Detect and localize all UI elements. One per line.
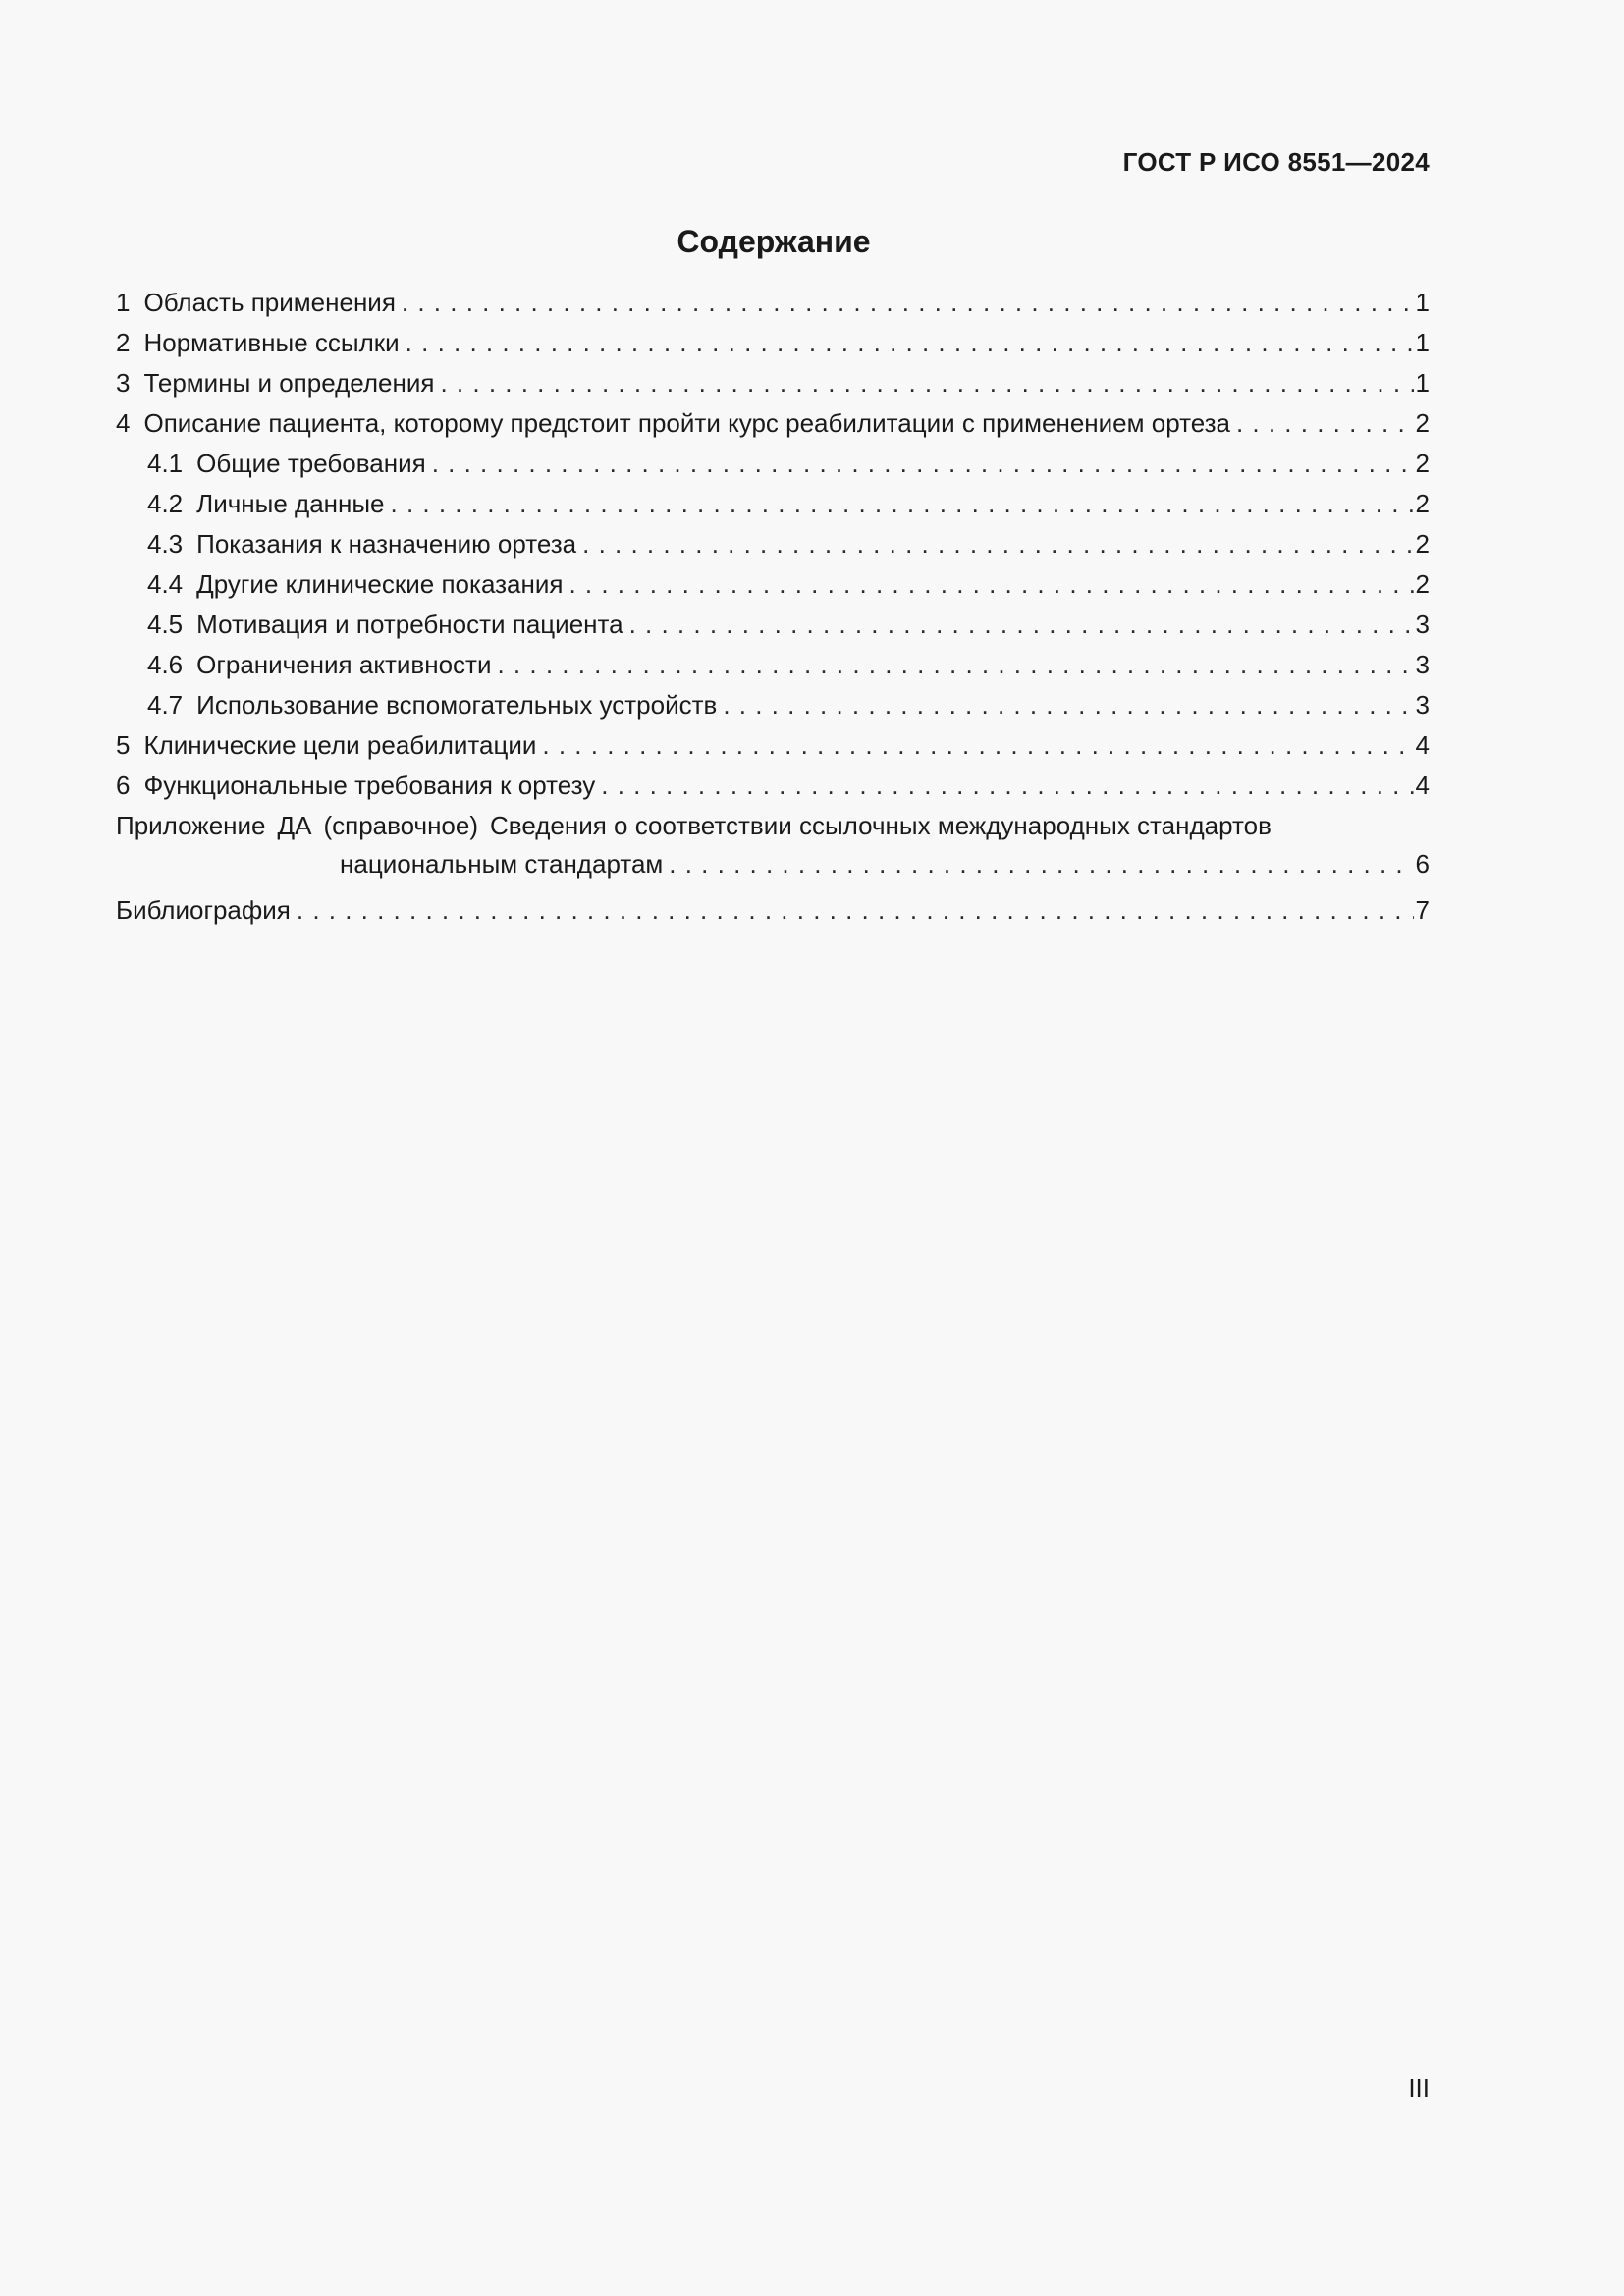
toc-leader-dots	[497, 645, 1413, 685]
toc-leader-dots	[542, 725, 1413, 766]
toc-entry-label: Термины и определения	[143, 368, 435, 398]
toc-entry-page: 2	[1415, 489, 1430, 518]
toc-entry-number: 4.3	[147, 529, 184, 559]
toc-entry-number: 4.5	[147, 610, 184, 639]
toc-title: Содержание	[677, 224, 871, 259]
toc-entry[interactable]	[116, 323, 1430, 363]
toc-entry-number: 4.7	[147, 690, 184, 720]
toc-entry-label: Другие клинические показания	[196, 569, 564, 599]
toc-entry-label: Использование вспомогательных устройств	[196, 690, 718, 720]
page-number: III	[1408, 2073, 1430, 2103]
toc-leader-dots	[723, 685, 1413, 725]
toc-entry-number: 4	[116, 408, 131, 438]
toc-entry-number: 5	[116, 730, 131, 760]
toc-entry-page: 2	[1415, 449, 1430, 478]
toc-subentry[interactable]	[116, 564, 1430, 605]
toc-entry[interactable]	[116, 363, 1430, 403]
toc-entry-page: 1	[1415, 368, 1430, 398]
toc-entry-label: Описание пациента, которому предстоит пройти курс реабилитации с применением ортеза	[143, 408, 1230, 438]
toc-leader-dots	[297, 890, 1414, 931]
toc-leader-dots	[391, 484, 1414, 524]
toc-entry-label: Показания к назначению ортеза	[196, 529, 577, 559]
toc-bibliography-entry[interactable]	[116, 890, 1430, 931]
toc-leader-dots	[1236, 403, 1414, 444]
toc-entry-page: 2	[1415, 408, 1430, 438]
toc-subentry[interactable]	[116, 444, 1430, 484]
toc-subentry[interactable]	[116, 645, 1430, 685]
toc-entry-label: Библиография	[116, 895, 291, 925]
toc-entry-number: 3	[116, 368, 131, 398]
toc-entry-page: 4	[1415, 730, 1430, 760]
toc-entry-label: Функциональные требования к ортезу	[143, 771, 596, 800]
toc-leader-dots	[582, 524, 1413, 564]
toc-subentry[interactable]	[116, 484, 1430, 524]
toc-leader-dots	[402, 283, 1414, 323]
annex-prefix: Приложение	[116, 811, 266, 840]
document-id: ГОСТ Р ИСО 8551—2024	[1122, 147, 1430, 177]
table-of-contents	[116, 283, 1430, 931]
annex-title-line2: национальным стандартам	[340, 849, 664, 879]
toc-annex-entry[interactable]	[116, 806, 1430, 886]
toc-subentry[interactable]	[116, 524, 1430, 564]
toc-leader-dots	[440, 363, 1413, 403]
toc-leader-dots	[601, 766, 1413, 806]
toc-entry-page: 3	[1415, 650, 1430, 679]
toc-entry-label: Ограничения активности	[196, 650, 492, 679]
toc-entry-number: 4.2	[147, 489, 184, 518]
toc-entry-page: 2	[1415, 569, 1430, 599]
toc-entry-page: 6	[1415, 849, 1430, 879]
annex-id: ДА	[277, 811, 312, 840]
toc-leader-dots	[432, 444, 1414, 484]
toc-entry-page: 2	[1415, 529, 1430, 559]
toc-leader-dots	[568, 564, 1413, 605]
toc-entry-number: 2	[116, 328, 131, 357]
toc-leader-dots	[669, 846, 1413, 881]
toc-entry-label: Общие требования	[196, 449, 426, 478]
toc-entry-label: Личные данные	[196, 489, 385, 518]
toc-entry-page: 4	[1415, 771, 1430, 800]
annex-kind: (справочное)	[323, 811, 479, 840]
toc-entry-page: 7	[1415, 895, 1430, 925]
toc-entry[interactable]	[116, 403, 1430, 444]
toc-entry-label: Мотивация и потребности пациента	[196, 610, 623, 639]
toc-entry-number: 6	[116, 771, 131, 800]
toc-entry[interactable]	[116, 766, 1430, 806]
toc-leader-dots	[406, 323, 1414, 363]
annex-title-line1: Сведения о соответствии ссылочных международных стандартов	[490, 811, 1272, 840]
toc-entry-page: 1	[1415, 288, 1430, 317]
toc-entry-number: 4.4	[147, 569, 184, 599]
toc-entry-label: Клинические цели реабилитации	[143, 730, 537, 760]
toc-entry-page: 3	[1415, 610, 1430, 639]
toc-entry[interactable]	[116, 283, 1430, 323]
toc-entry-number: 1	[116, 288, 131, 317]
toc-entry-number: 4.1	[147, 449, 184, 478]
toc-entry-page: 1	[1415, 328, 1430, 357]
toc-subentry[interactable]	[116, 605, 1430, 645]
toc-leader-dots	[629, 605, 1414, 645]
toc-entry-label: Область применения	[143, 288, 396, 317]
toc-entry-page: 3	[1415, 690, 1430, 720]
toc-subentry[interactable]	[116, 685, 1430, 725]
toc-entry[interactable]	[116, 725, 1430, 766]
toc-entry-number: 4.6	[147, 650, 184, 679]
toc-entry-label: Нормативные ссылки	[143, 328, 400, 357]
